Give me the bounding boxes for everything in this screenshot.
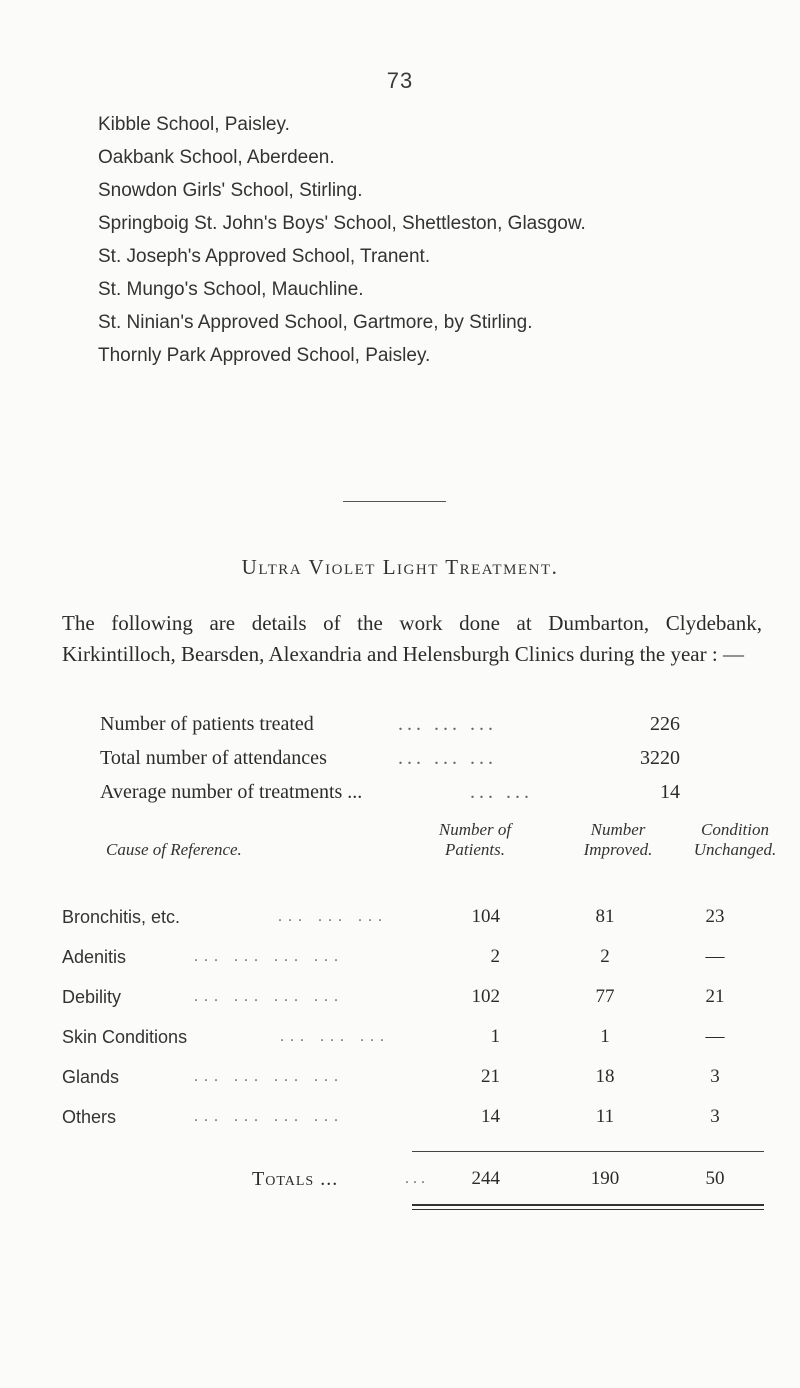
school-item: St. Mungo's School, Mauchline.	[98, 279, 364, 300]
stat-row	[100, 707, 680, 741]
leader-dots: ... ... ...	[278, 908, 388, 925]
school-item: Oakbank School, Aberdeen.	[98, 147, 335, 168]
stat-value: 3220	[640, 747, 680, 769]
leader-dots: ... ... ... ...	[194, 1068, 344, 1085]
header-improved-line1: Number	[590, 820, 646, 839]
cell-cause: Glands	[62, 1067, 120, 1087]
cell-improved: 77	[595, 986, 615, 1007]
leader-dots: ...	[405, 1170, 429, 1187]
cell-unchanged: 3	[710, 1066, 720, 1087]
school-item: Kibble School, Paisley.	[98, 114, 290, 135]
leader-dots: ... ... ... ...	[194, 988, 344, 1005]
cell-improved: 11	[595, 1106, 615, 1127]
school-item: St. Joseph's Approved School, Tranent.	[98, 246, 431, 267]
header-patients-line1: Number of	[438, 820, 512, 839]
school-list	[98, 108, 586, 372]
school-item: St. Ninian's Approved School, Gartmore, by Stirling.	[98, 312, 533, 333]
school-item: Springboig St. John's Boys' School, Shettleston, Glasgow.	[98, 213, 586, 234]
totals-rule-bottom-thin	[412, 1209, 764, 1210]
cell-cause: Others	[62, 1107, 117, 1127]
table-row	[0, 937, 800, 977]
table-row	[0, 1057, 800, 1097]
table-header	[0, 820, 800, 880]
page-number: 73	[386, 68, 414, 93]
leader-dots: ... ...	[470, 781, 533, 803]
school-item: Thornly Park Approved School, Paisley.	[98, 345, 431, 366]
totals-rule-bottom	[412, 1204, 764, 1206]
header-improved-line2: Improved.	[583, 840, 653, 859]
total-improved: 190	[590, 1168, 620, 1189]
intro-paragraph: The following are details of the work done at Dumbarton, Clydebank, Kirkintilloch, Bearsden, Alexandria and Helensburgh Clinics during the year : —	[62, 611, 762, 666]
cell-patients: 21	[481, 1066, 500, 1087]
header-cause: Cause of Reference.	[106, 840, 242, 859]
cell-patients: 14	[481, 1106, 500, 1127]
section-title: Ultra Violet Light Treatment.	[241, 555, 559, 579]
summary-stats	[100, 707, 680, 809]
cell-cause: Bronchitis, etc.	[62, 907, 181, 927]
cell-improved: 2	[600, 946, 610, 967]
table-row	[0, 1017, 800, 1057]
school-item: Snowdon Girls' School, Stirling.	[98, 180, 363, 201]
stat-value: 14	[660, 781, 680, 803]
table-row	[0, 1097, 800, 1137]
totals-row	[0, 1159, 800, 1199]
cell-improved: 81	[595, 906, 615, 927]
table-row	[0, 977, 800, 1017]
table-body	[0, 897, 800, 1137]
cell-unchanged: 21	[705, 986, 725, 1007]
section-divider	[343, 501, 446, 502]
cell-unchanged: —	[705, 1026, 725, 1047]
cell-unchanged: 3	[710, 1106, 720, 1127]
leader-dots: ... ... ... ...	[194, 948, 344, 965]
cell-unchanged: —	[705, 946, 725, 967]
table-row	[0, 897, 800, 937]
leader-dots: ... ... ... ...	[194, 1108, 344, 1125]
totals-label: Totals ...	[252, 1168, 339, 1190]
cell-cause: Skin Conditions	[62, 1027, 188, 1047]
header-unchanged-line1: Condition	[700, 820, 769, 839]
cell-patients: 102	[471, 986, 500, 1007]
cell-cause: Adenitis	[62, 947, 127, 967]
header-unchanged-line2: Unchanged.	[693, 840, 777, 859]
cell-patients: 2	[490, 946, 500, 967]
cell-improved: 18	[595, 1066, 615, 1087]
stat-row	[100, 775, 680, 809]
stat-label: Number of patients treated	[100, 713, 314, 735]
cell-improved: 1	[600, 1026, 610, 1047]
header-unchanged	[665, 820, 800, 860]
total-patients: 244	[471, 1168, 500, 1189]
leader-dots: ... ... ...	[280, 1028, 390, 1045]
stat-value: 226	[650, 713, 680, 735]
cell-unchanged: 23	[705, 906, 725, 927]
stat-label: Total number of attendances	[100, 747, 327, 769]
leader-dots: ... ... ...	[398, 713, 497, 735]
totals-rule-top	[412, 1151, 764, 1152]
header-patients	[400, 820, 550, 860]
stat-label: Average number of treatments ...	[100, 781, 363, 803]
cell-patients: 1	[490, 1026, 500, 1047]
cell-cause: Debility	[62, 987, 122, 1007]
leader-dots: ... ... ...	[398, 747, 497, 769]
total-unchanged: 50	[705, 1168, 725, 1189]
stat-row	[100, 741, 680, 775]
header-patients-line2: Patients.	[445, 840, 505, 859]
cell-patients: 104	[471, 906, 500, 927]
